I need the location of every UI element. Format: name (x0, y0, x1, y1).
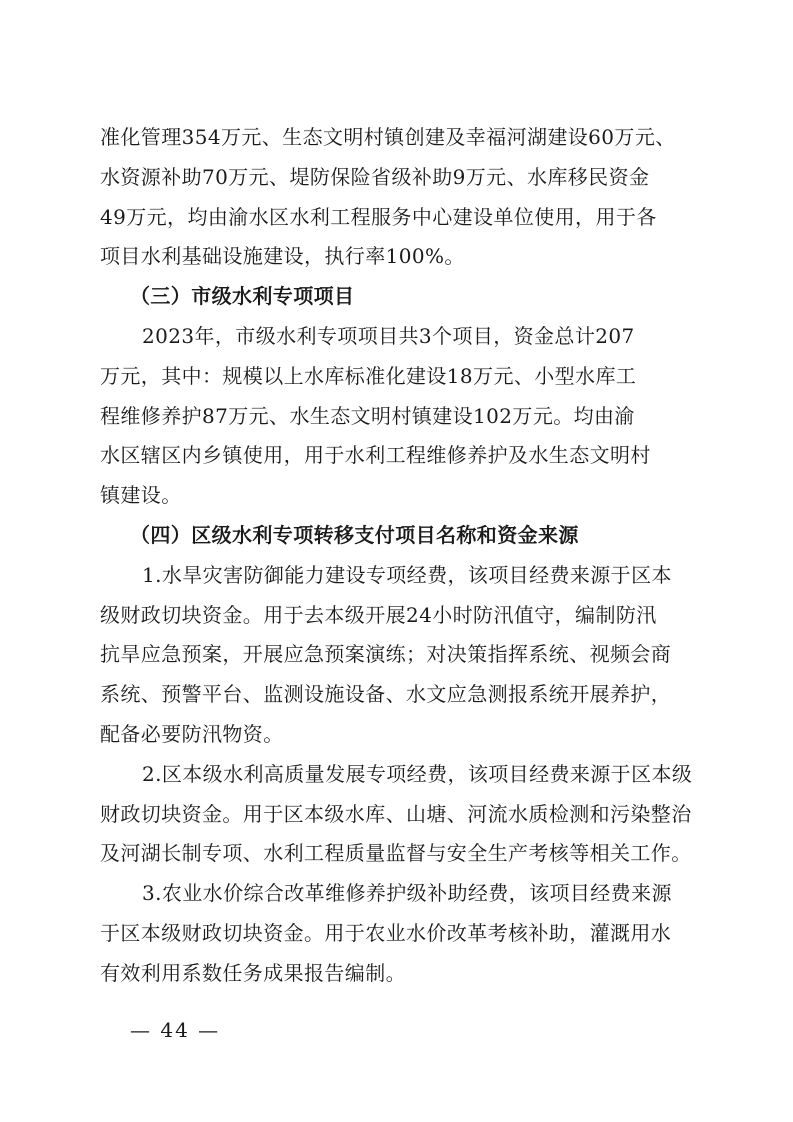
text-line: 级财政切块资金。用于去本级开展24小时防汛值守，编制防汛 (100, 602, 657, 627)
text-line: 财政切块资金。用于区本级水库、山塘、河流水质检测和污染整治 (100, 801, 692, 826)
text-line: 水资源补助70万元、堤防保险省级补助9万元、水库移民资金 (100, 164, 650, 189)
text-line: 2023年，市级水利专项项目共3个项目，资金总计207 (142, 323, 635, 348)
text-line: 水区辖区内乡镇使用，用于水利工程维修养护及水生态文明村 (100, 443, 651, 468)
text-line: 配备必要防汛物资。 (100, 721, 284, 746)
text-line: 镇建设。 (100, 483, 182, 508)
page-number: — 44 — (130, 1018, 221, 1042)
text-line: 及河湖长制专项、水利工程质量监督与安全生产考核等相关工作。 (100, 841, 692, 866)
text-line: 于区本级财政切块资金。用于农业水价改革考核补助，灌溉用水 (100, 920, 672, 945)
paragraph-item-2 (100, 755, 695, 874)
text-line: 49万元，均由渝水区水利工程服务中心建设单位使用，用于各 (100, 204, 657, 229)
text-line: 1.水旱灾害防御能力建设专项经费，该项目经费来源于区本 (142, 562, 672, 587)
text-line: 2.区本级水利高质量发展专项经费，该项目经费来源于区本级 (142, 761, 693, 786)
text-line: 准化管理354万元、生态文明村镇创建及幸福河湖建设60万元、 (100, 125, 676, 149)
text-line: 抗旱应急预案，开展应急预案演练；对决策指挥系统、视频会商 (100, 642, 672, 667)
paragraph-item-1 (100, 556, 695, 755)
paragraph-municipal-projects (100, 317, 695, 516)
text-line: 系统、预警平台、监测设施设备、水文应急测报系统开展养护， (100, 682, 672, 707)
text-line: 项目水利基础设施建设，执行率100%。 (100, 244, 465, 269)
text-line: 有效利用系数任务成果报告编制。 (100, 960, 406, 985)
section-heading-district-transfer-projects: （四）区级水利专项转移支付项目名称和资金来源 (130, 522, 579, 547)
text-line: 3.农业水价综合改革维修养护级补助经费，该项目经费来源 (142, 881, 672, 906)
paragraph-item-3 (100, 874, 695, 993)
text-line: 程维修养护87万元、水生态文明村镇建设102万元。均由渝 (100, 403, 635, 428)
paragraph-continuation (100, 118, 695, 277)
text-line: 万元，其中：规模以上水库标准化建设18万元、小型水库工 (100, 363, 637, 388)
section-heading-municipal-projects: （三）市级水利专项项目 (130, 284, 355, 309)
document-page (100, 118, 695, 994)
